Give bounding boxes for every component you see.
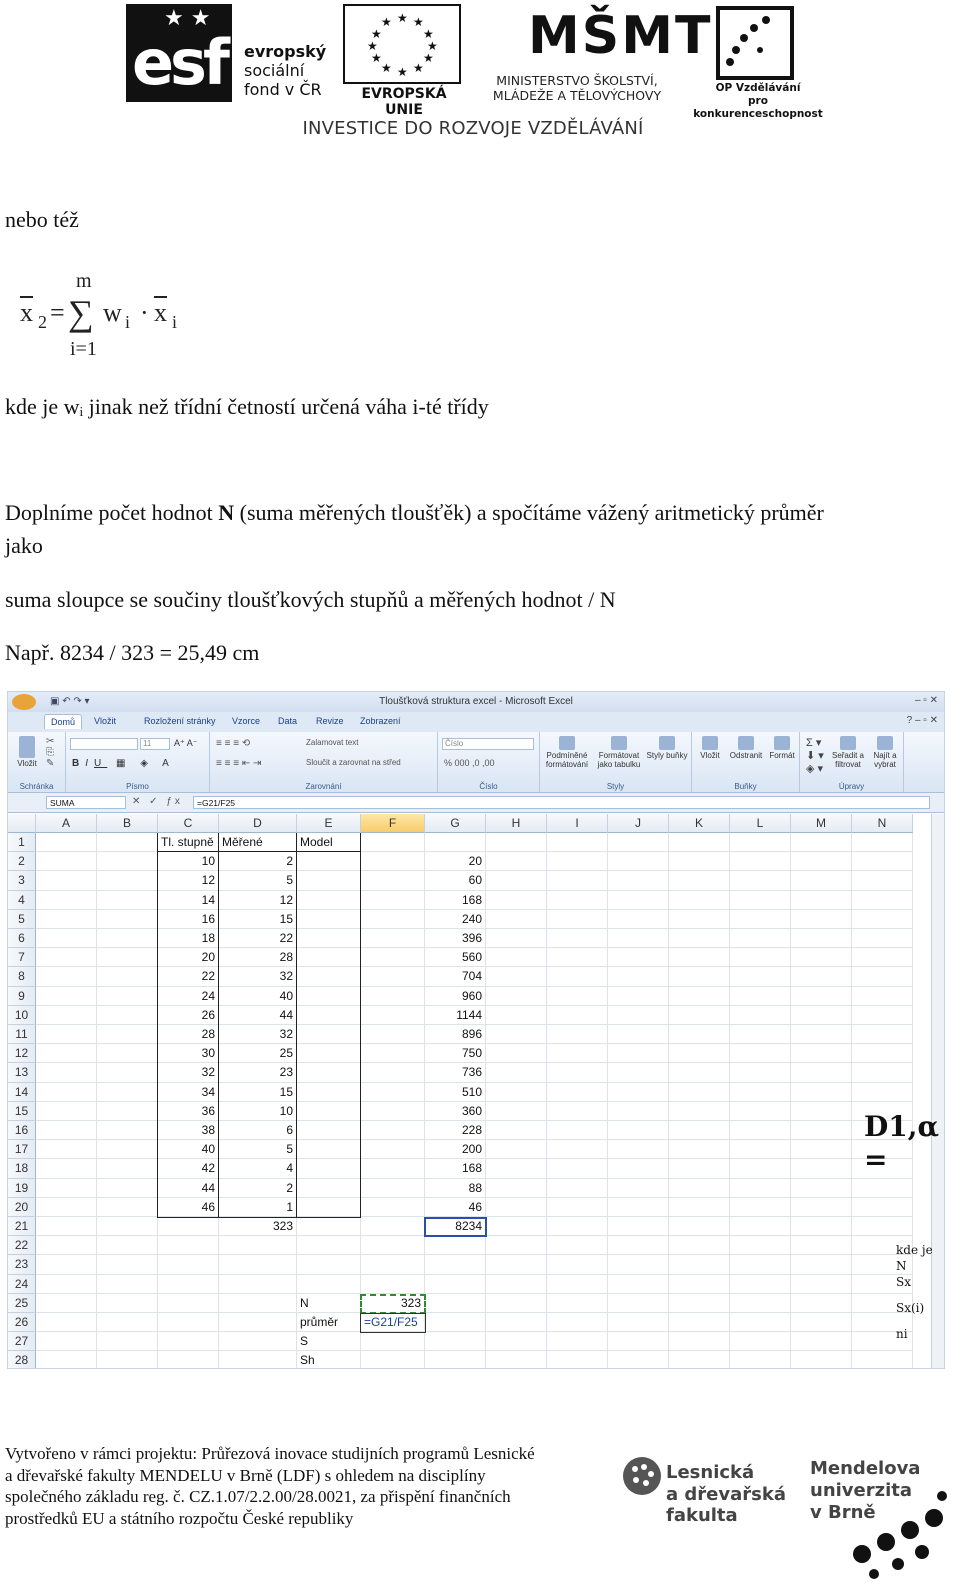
delete-cells-button[interactable]: Odstranit xyxy=(728,736,764,760)
cell-g7[interactable]: 560 xyxy=(461,950,482,965)
gridline xyxy=(36,1331,913,1332)
col-header-f[interactable]: F xyxy=(361,814,425,833)
eu-caption: EVROPSKÁ UNIE xyxy=(361,86,447,118)
row-header[interactable]: 2 xyxy=(8,852,36,871)
gridline xyxy=(36,1293,913,1294)
cell-d5[interactable]: 15 xyxy=(279,911,293,926)
cell-g15[interactable]: 360 xyxy=(461,1103,482,1118)
sigma-icon[interactable]: Σ ▾ ⬇ ▾ ◈ ▾ xyxy=(806,737,824,775)
row-header[interactable]: 11 xyxy=(8,1025,36,1044)
gridline xyxy=(36,1254,913,1255)
fx-icons[interactable]: ✕ ✓ ƒx xyxy=(132,796,183,807)
cell-d10[interactable]: 44 xyxy=(279,1007,293,1022)
side-d-formula: D1,α = xyxy=(864,1110,940,1176)
col-header-b[interactable]: B xyxy=(97,814,158,833)
cell-c19[interactable]: 44 xyxy=(201,1180,215,1195)
col-header-c[interactable]: C xyxy=(158,814,219,833)
cell-c1[interactable]: Tl. stupně xyxy=(161,835,214,849)
formula-equals: = xyxy=(50,298,65,327)
cell-g11[interactable]: 896 xyxy=(461,1027,482,1041)
quick-access-icon[interactable]: ▣ ↶ ↷ ▾ xyxy=(50,696,90,707)
cell-d1[interactable]: Měřené xyxy=(222,835,263,849)
row-header[interactable]: 6 xyxy=(8,929,36,948)
ldf-logo-icon xyxy=(622,1456,662,1496)
row-header[interactable]: 26 xyxy=(8,1313,36,1332)
cell-e27[interactable]: S xyxy=(300,1334,309,1349)
col-header-h[interactable]: H xyxy=(486,814,547,833)
align-icons[interactable]: ≡ ≡ ≡ ⟲ xyxy=(216,738,251,749)
cell-c4[interactable]: 14 xyxy=(201,892,215,907)
cell-e1[interactable]: Model xyxy=(300,835,333,849)
msmt-caption: MINISTERSTVO ŠKOLSTVÍ, MLÁDEŽE A TĚLOVÝCHOVY xyxy=(492,73,662,103)
msmt-logo: MŠMT xyxy=(528,6,713,66)
cell-d16[interactable]: 6 xyxy=(286,1123,293,1137)
cell-c12[interactable]: 30 xyxy=(201,1046,215,1061)
select-all-corner[interactable] xyxy=(8,814,36,833)
tab-domu[interactable]: Domů xyxy=(44,714,82,729)
cell-c7[interactable]: 20 xyxy=(201,950,215,965)
op-caption: OP Vzdělávání pro konkurenceschopnost xyxy=(693,82,823,120)
cell-g14[interactable]: 510 xyxy=(461,1084,482,1099)
cell-c20[interactable]: 46 xyxy=(201,1199,215,1214)
col-header-e[interactable]: E xyxy=(297,814,361,833)
formula-x-sub: i xyxy=(172,312,178,332)
sum-lower-limit: i=1 xyxy=(70,338,97,360)
ldf-logo-text: Lesnická a dřevařská fakulta xyxy=(666,1462,786,1526)
side-text-sx: Sx xyxy=(896,1275,911,1289)
sum-upper-limit: m xyxy=(76,270,92,292)
wrap-text-button[interactable]: Zalamovat text xyxy=(306,738,359,747)
cell-c5[interactable]: 16 xyxy=(201,911,215,926)
table-border xyxy=(218,833,297,1218)
cell-d17[interactable]: 5 xyxy=(286,1142,293,1157)
esf-line-2: sociální xyxy=(244,61,305,80)
cell-d12[interactable]: 25 xyxy=(279,1046,293,1061)
row-header[interactable]: 18 xyxy=(8,1159,36,1178)
mendelu-logo-text: Mendelova univerzita v Brně xyxy=(810,1458,921,1523)
formula-w-sub: i xyxy=(125,312,131,332)
paste-button[interactable]: Vložit xyxy=(12,736,42,768)
sum-icon: ∑ xyxy=(68,293,94,333)
cell-styles-button[interactable]: Styly buňky xyxy=(646,736,688,760)
cell-d8[interactable]: 32 xyxy=(279,969,293,984)
cell-g2[interactable]: 20 xyxy=(468,854,482,869)
sort-filter-button[interactable]: Seřadit a filtrovat xyxy=(830,736,866,769)
cell-d3[interactable]: 5 xyxy=(286,873,293,888)
cell-c3[interactable]: 12 xyxy=(201,873,215,888)
number-format-icons[interactable]: % 000 ,0 ,00 xyxy=(444,758,495,768)
formula-dot: · xyxy=(140,298,149,327)
row-header[interactable]: 3 xyxy=(8,871,36,890)
star-icon: ★ ★ xyxy=(164,6,211,31)
font-size-select[interactable]: 11 xyxy=(140,738,170,750)
formula-lhs: $\overline{x}$ xyxy=(20,298,33,327)
tab-vlozit[interactable]: Vložit xyxy=(94,716,117,726)
cell-d2[interactable]: 2 xyxy=(286,854,293,869)
cell-d20[interactable]: 1 xyxy=(286,1199,293,1214)
window-controls-icon[interactable]: – ▫ ✕ xyxy=(914,695,938,706)
cell-d19[interactable]: 2 xyxy=(286,1180,293,1195)
doplnime-text: Doplníme počet hodnot N (suma měřených tloušťěk) a spočítáme vážený aritmetický průměr xyxy=(5,500,824,525)
cell-g5[interactable]: 240 xyxy=(461,911,482,926)
row-header[interactable]: 14 xyxy=(8,1083,36,1102)
group-font: 11 A⁺ A⁻ BIU ▦ ◈ A Písmo xyxy=(66,732,210,792)
col-header-i[interactable]: I xyxy=(547,814,608,833)
table-border xyxy=(157,851,361,852)
cell-f25[interactable]: 323 xyxy=(400,1295,421,1310)
cell-c17[interactable]: 40 xyxy=(201,1142,215,1157)
cell-e25[interactable]: N xyxy=(300,1295,309,1310)
bold-italic-underline-icons[interactable]: BIU ▦ ◈ A xyxy=(72,758,175,769)
col-header-d[interactable]: D xyxy=(219,814,297,833)
cell-c13[interactable]: 32 xyxy=(201,1065,215,1080)
jako-text: jako xyxy=(5,533,43,558)
selected-cell-g21[interactable] xyxy=(424,1217,487,1237)
format-cells-button[interactable]: Formát xyxy=(766,736,798,760)
formula-lhs-sub: 2 xyxy=(38,312,47,332)
row-header[interactable]: 17 xyxy=(8,1140,36,1159)
esf-logo xyxy=(126,4,336,102)
investice-title: INVESTICE DO ROZVOJE VZDĚLÁVÁNÍ xyxy=(302,118,644,139)
weighted-mean-formula xyxy=(18,270,218,365)
header-logos xyxy=(0,0,960,150)
row-header[interactable]: 5 xyxy=(8,910,36,929)
gridline xyxy=(36,1274,913,1275)
tab-zobrazeni[interactable]: Zobrazení xyxy=(360,716,401,726)
row-header[interactable]: 23 xyxy=(8,1255,36,1274)
cell-c16[interactable]: 38 xyxy=(201,1123,215,1137)
row-header[interactable]: 22 xyxy=(8,1236,36,1255)
font-name-select[interactable] xyxy=(70,738,138,750)
group-number: Číslo % 000 ,0 ,00 Číslo xyxy=(438,732,540,792)
op-logo-icon xyxy=(716,6,794,80)
cell-f26[interactable]: =G21/F25 xyxy=(364,1315,418,1329)
gridline xyxy=(36,1350,913,1351)
suma-text: suma sloupce se součiny tloušťkových stupňů a měřených hodnot / N xyxy=(5,587,616,612)
group-editing: Σ ▾ ⬇ ▾ ◈ ▾ Seřadit a filtrovat Najít a vybrat Úpravy xyxy=(800,732,904,792)
nebo-tez-text: nebo též xyxy=(5,207,79,232)
esf-line-3: fond v ČR xyxy=(244,80,322,99)
side-text-n: N xyxy=(896,1259,907,1273)
active-cell-f26[interactable] xyxy=(360,1313,426,1333)
excel-screenshot xyxy=(7,691,945,1369)
formula-w: w xyxy=(103,298,122,327)
excel-titlebar xyxy=(8,692,944,712)
row-header[interactable]: 1 xyxy=(8,833,36,852)
cell-e28[interactable]: Sh xyxy=(300,1353,315,1368)
col-header-a[interactable]: A xyxy=(36,814,97,833)
gridline xyxy=(36,1312,913,1313)
align-row-icons[interactable]: ≡ ≡ ≡ ⇤ ⇥ xyxy=(216,758,262,769)
row-header[interactable]: 15 xyxy=(8,1102,36,1121)
row-header[interactable]: 20 xyxy=(8,1198,36,1217)
cell-d21[interactable]: 323 xyxy=(272,1219,293,1233)
conditional-format-button[interactable]: Podmíněné formátování xyxy=(542,736,592,769)
cell-c9[interactable]: 24 xyxy=(201,988,215,1003)
tab-revize[interactable]: Revize xyxy=(316,716,344,726)
cell-c18[interactable]: 42 xyxy=(201,1161,215,1176)
find-select-button[interactable]: Najít a vybrat xyxy=(868,736,902,769)
row-header[interactable]: 7 xyxy=(8,948,36,967)
cell-g6[interactable]: 396 xyxy=(461,931,482,945)
col-header-g[interactable]: G xyxy=(425,814,486,833)
row-header[interactable]: 4 xyxy=(8,891,36,910)
row-header[interactable]: 13 xyxy=(8,1063,36,1082)
cell-g4[interactable]: 168 xyxy=(461,892,482,907)
cell-c2[interactable]: 10 xyxy=(201,854,215,869)
side-text-sxi: Sx(i) xyxy=(896,1301,925,1315)
col-header-l[interactable]: L xyxy=(730,814,791,833)
kde-je-text: kde je wᵢ jinak než třídní četností určená váha i-té třídy xyxy=(5,394,489,419)
cell-c11[interactable]: 28 xyxy=(201,1027,215,1041)
cell-g8[interactable]: 704 xyxy=(461,969,482,984)
cell-g9[interactable]: 960 xyxy=(461,988,482,1003)
tab-vzorce[interactable]: Vzorce xyxy=(232,716,261,726)
help-icon[interactable]: ? – ▫ ✕ xyxy=(906,715,938,726)
cell-g3[interactable]: 60 xyxy=(468,873,482,888)
op-dots-icon xyxy=(720,10,790,76)
row-header[interactable]: 8 xyxy=(8,967,36,986)
esf-line-1: evropský xyxy=(244,42,327,61)
formula-bar xyxy=(8,793,944,813)
tab-data[interactable]: Data xyxy=(278,716,298,726)
row-header[interactable]: 9 xyxy=(8,987,36,1006)
range-highlight-f25 xyxy=(360,1294,426,1314)
group-cells: Vložit Odstranit Formát Buňky xyxy=(692,732,800,792)
mendelu-dots-icon xyxy=(852,1490,952,1580)
cell-d4[interactable]: 12 xyxy=(279,892,293,907)
group-styles: Podmíněné formátování Formátovat jako tabulku Styly buňky Styly xyxy=(540,732,692,792)
row-header[interactable]: 16 xyxy=(8,1121,36,1140)
cell-e26[interactable]: průměr xyxy=(300,1315,339,1329)
col-header-j[interactable]: J xyxy=(608,814,669,833)
name-box[interactable]: SUMA xyxy=(46,796,126,809)
cell-g17[interactable]: 200 xyxy=(461,1142,482,1157)
number-format-select[interactable]: Číslo xyxy=(442,738,534,750)
cell-g16[interactable]: 228 xyxy=(461,1123,482,1137)
cell-d9[interactable]: 40 xyxy=(279,988,293,1003)
side-text-ni: ni xyxy=(896,1327,908,1341)
cell-g12[interactable]: 750 xyxy=(461,1046,482,1061)
row-header[interactable]: 27 xyxy=(8,1332,36,1351)
row-header[interactable]: 28 xyxy=(8,1351,36,1369)
cell-c10[interactable]: 26 xyxy=(201,1007,215,1022)
cut-copy-icons[interactable]: ✂ ⎘ ✎ xyxy=(46,736,55,769)
eu-flag-icon: ★ ★ ★ ★ ★ ★ ★ ★ ★ ★ ★ ★ xyxy=(343,4,461,84)
row-header[interactable]: 24 xyxy=(8,1275,36,1294)
row-header[interactable]: 19 xyxy=(8,1179,36,1198)
group-alignment: ≡ ≡ ≡ ⟲ ≡ ≡ ≡ ⇤ ⇥ Zalamovat text Sloučit a zarovnat na střed Zarovnání xyxy=(210,732,438,792)
cell-d15[interactable]: 10 xyxy=(279,1103,293,1118)
window-title: Tloušťková struktura excel - Microsoft Excel xyxy=(379,696,573,707)
cell-g19[interactable]: 88 xyxy=(468,1180,482,1195)
row-header[interactable]: 12 xyxy=(8,1044,36,1063)
row-header[interactable]: 25 xyxy=(8,1294,36,1313)
cell-g21[interactable]: 8234 xyxy=(455,1219,482,1233)
format-table-button[interactable]: Formátovat jako tabulku xyxy=(594,736,644,769)
cell-c6[interactable]: 18 xyxy=(201,931,215,945)
cell-g18[interactable]: 168 xyxy=(461,1161,482,1176)
font-grow-icon[interactable]: A⁺ A⁻ xyxy=(174,738,198,748)
cell-c15[interactable]: 36 xyxy=(201,1103,215,1118)
cell-d7[interactable]: 28 xyxy=(279,950,293,965)
row-header[interactable]: 10 xyxy=(8,1006,36,1025)
cell-d13[interactable]: 23 xyxy=(279,1065,293,1080)
cell-c14[interactable]: 34 xyxy=(201,1084,215,1099)
merge-center-button[interactable]: Sloučit a zarovnat na střed xyxy=(306,758,401,767)
side-text-kde-je: kde je xyxy=(896,1243,933,1257)
formula-x: $\overline{x}$ xyxy=(154,298,167,327)
cell-g20[interactable]: 46 xyxy=(468,1199,482,1214)
cell-g13[interactable]: 736 xyxy=(461,1065,482,1080)
tab-rozlozeni[interactable]: Rozložení stránky xyxy=(144,716,216,726)
ribbon-tabs xyxy=(8,712,944,732)
esf-logo-text: esf xyxy=(132,26,226,99)
cell-d11[interactable]: 32 xyxy=(279,1027,293,1041)
col-header-n[interactable]: N xyxy=(852,814,913,833)
formula-input[interactable]: =G21/F25 xyxy=(193,796,930,809)
group-clipboard: Vložit ✂ ⎘ ✎ Schránka xyxy=(8,732,66,792)
cell-d18[interactable]: 4 xyxy=(286,1161,293,1176)
cell-d6[interactable]: 22 xyxy=(279,931,293,945)
cell-c8[interactable]: 22 xyxy=(201,969,215,984)
cell-d14[interactable]: 15 xyxy=(279,1084,293,1099)
ribbon xyxy=(8,732,944,793)
cell-g10[interactable]: 1144 xyxy=(456,1007,482,1022)
footer-text: Vytvořeno v rámci projektu: Průřezová inovace studijních programů Lesnické a dřevařské fakulty MENDELU v Brně (LDF) s ohledem na disciplíny společného základu reg. č. CZ.1.07/2.2.00/28.0021, za přispění finančních prostředků EU a státního rozpočtu České republiky xyxy=(5,1444,535,1528)
napr-text: Např. 8234 / 323 = 25,49 cm xyxy=(5,640,260,665)
col-header-m[interactable]: M xyxy=(791,814,852,833)
row-header[interactable]: 21 xyxy=(8,1217,36,1236)
col-header-k[interactable]: K xyxy=(669,814,730,833)
vertical-scrollbar[interactable] xyxy=(931,814,944,1369)
insert-cells-button[interactable]: Vložit xyxy=(694,736,726,760)
